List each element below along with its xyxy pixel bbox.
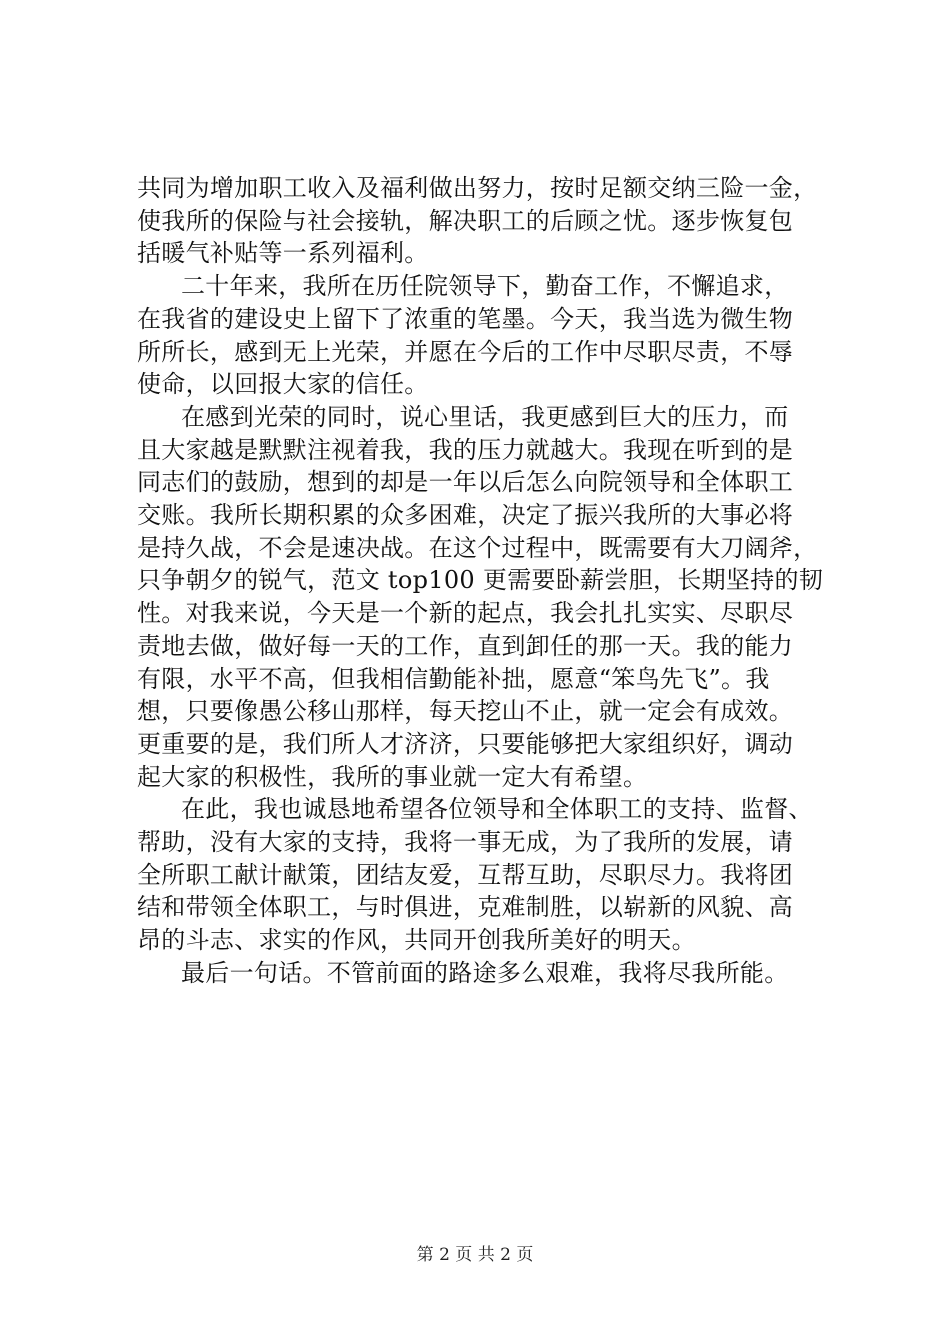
body-line: 括暖气补贴等一系列福利。 xyxy=(137,239,429,268)
body-line: 且大家越是默默注视着我，我的压力就越大。我现在听到的是 xyxy=(137,435,794,464)
body-line: 同志们的鼓励，想到的却是一年以后怎么向院领导和全体职工 xyxy=(137,468,794,497)
body-line: 所所长，感到无上光荣，并愿在今后的工作中尽职尽责，不辱 xyxy=(137,337,794,366)
paragraph-first-line: 在此，我也诚恳地希望各位领导和全体职工的支持、监督、 xyxy=(181,795,813,824)
body-line: 帮助，没有大家的支持，我将一事无成，为了我所的发展，请 xyxy=(137,828,794,857)
body-line: 责地去做，做好每一天的工作，直到卸任的那一天。我的能力 xyxy=(137,631,794,660)
paragraph-first-line: 二十年来，我所在历任院领导下，勤奋工作，不懈追求， xyxy=(181,272,789,301)
body-line: 性。对我来说，今天是一个新的起点，我会扎扎实实、尽职尽 xyxy=(137,599,794,628)
paragraph-first-line: 在感到光荣的同时，说心里话，我更感到巨大的压力，而 xyxy=(181,402,789,431)
document-body xyxy=(137,172,837,990)
body-line: 是持久战，不会是速决战。在这个过程中，既需要有大刀阔斧， xyxy=(137,533,818,562)
body-line: 更重要的是，我们所人才济济，只要能够把大家组织好，调动 xyxy=(137,729,794,758)
body-line: 有限，水平不高，但我相信勤能补拙，愿意“笨鸟先飞”。我 xyxy=(137,664,770,693)
body-line: 在我省的建设史上留下了浓重的笔墨。今天，我当选为微生物 xyxy=(137,304,794,333)
body-line: 使命，以回报大家的信任。 xyxy=(137,370,429,399)
body-line: 想，只要像愚公移山那样，每天挖山不止，就一定会有成效。 xyxy=(137,697,794,726)
body-line: 全所职工献计献策，团结友爱，互帮互助，尽职尽力。我将团 xyxy=(137,860,794,889)
body-line: 只争朝夕的锐气，范文 top100 更需要卧薪尝胆，长期坚持的韧 xyxy=(137,566,824,595)
paragraph-first-line: 最后一句话。不管前面的路途多么艰难，我将尽我所能。 xyxy=(181,958,789,987)
body-line: 昂的斗志、求实的作风，共同开创我所美好的明天。 xyxy=(137,926,696,955)
body-line: 共同为增加职工收入及福利做出努力，按时足额交纳三险一金， xyxy=(137,174,818,202)
body-line: 结和带领全体职工，与时俱进，克难制胜，以崭新的风貌、高 xyxy=(137,893,794,922)
body-line: 使我所的保险与社会接轨，解决职工的后顾之忧。逐步恢复包 xyxy=(137,206,794,235)
body-line: 起大家的积极性，我所的事业就一定大有希望。 xyxy=(137,762,648,791)
page-number-footer: 第 2 页 共 2 页 xyxy=(416,1245,534,1265)
body-line: 交账。我所长期积累的众多困难，决定了振兴我所的大事必将 xyxy=(137,501,794,530)
